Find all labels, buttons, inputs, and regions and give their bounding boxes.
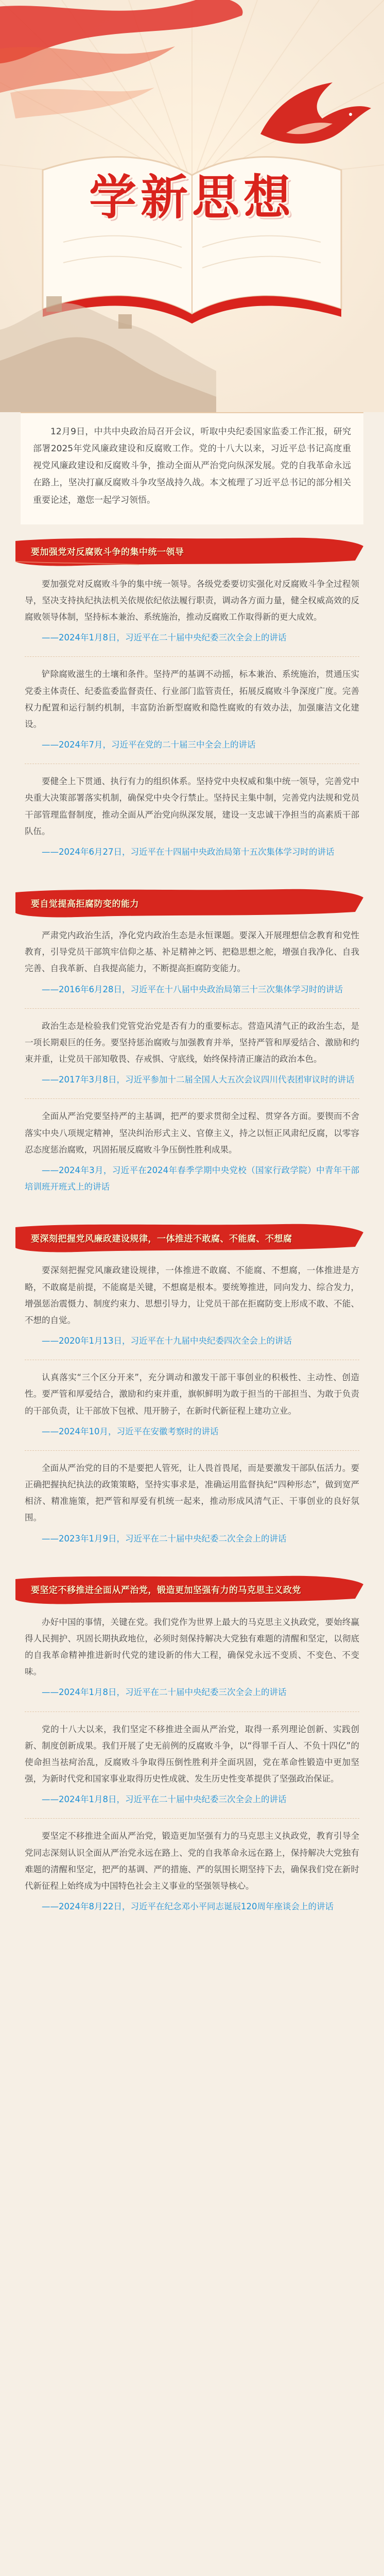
quote-source-link[interactable]: ——2024年10月，习近平在安徽考察时的讲话: [25, 1423, 359, 1451]
section-1: [0, 524, 384, 876]
section-banner: [15, 1574, 363, 1605]
quote-text: 铲除腐败滋生的土壤和条件。坚持严的基调不动摇，标本兼治、系统施治，贯通压实党委主体责任、纪委监委监督责任、行业部门监管责任，拓展反腐败斗争深度广度。完善权力配置和运行制约机制，丰富防治新型腐败和隐性腐败的有效办法，加强廉洁文化建设。: [25, 669, 359, 729]
quote-text: 全面从严治党的目的不是要把人管死，让人畏首畏尾，而是要激发干部队伍活力。要正确把握执纪执法的政策策略，坚持实事求是，准确运用监督执纪“四种形态”，做到宽严相济、精准施策，把严管和厚爱有机统一起来，推动形成风清气正、干事创业的良好氛围。: [25, 1463, 359, 1523]
quote-source-link[interactable]: ——2020年1月13日，习近平在十九届中央纪委四次全会上的讲话: [25, 1333, 359, 1360]
section-banner: [15, 536, 363, 567]
section-body: [0, 927, 384, 1206]
section-title: 要深刻把握党风廉政建设规律，一体推进不敢腐、不能腐、不想腐: [31, 1233, 292, 1244]
quote-text: 要坚定不移推进全面从严治党，锻造更加坚强有力的马克思主义执政党，教育引导全党同志深刻认识全面从严治党永远在路上、党的自我革命永远在路上，保持解决大党独有难题的清醒和坚定，把严的基调、严的措施、严的氛围长期坚持下去，确保我们党在新时代新征程上始终成为中国特色社会主义事业的坚强领导核心。: [25, 1831, 359, 1891]
quote-source-link[interactable]: ——2024年1月8日，习近平在二十届中央纪委三次全会上的讲话: [25, 1684, 359, 1711]
sections: [0, 524, 384, 1931]
section-body: [0, 576, 384, 871]
quote-text: 要健全上下贯通、执行有力的组织体系。坚持党中央权威和集中统一领导，完善党中央重大决策部署落实机制，确保党中央令行禁止。坚持民主集中制，完善党内法规和党员干部管理监督制度，推动全面从严治党向纵深发展，建设一支忠诚干净担当的高素质干部队伍。: [25, 776, 359, 836]
section-4: [0, 1563, 384, 1931]
quote-text: 要加强党对反腐败斗争的集中统一领导。各级党委要切实强化对反腐败斗争全过程领导，坚决支持执纪执法机关依规依纪依法履行职责，调动各方面力量，健全权威高效的反腐败领导体制，坚持标本兼治、系统施治，推动反腐败工作取得新的更大成效。: [25, 579, 359, 622]
hero-title-wrap: [0, 160, 384, 228]
quote-text: 要深刻把握党风廉政建设规律，一体推进不敢腐、不能腐、不想腐，一体推进是方略，不敢腐是前提，不能腐是关键，不想腐是根本。要统筹推进，同向发力、综合发力，增强惩治震慑力、制度约束力、思想引导力，让党员干部在拒腐防变上形成不敢、不能、不想的自觉。: [25, 1265, 359, 1325]
red-brush-stroke-icon: [0, 0, 247, 124]
section-body: [0, 1262, 384, 1557]
section-title: 要坚定不移推进全面从严治党，锻造更加坚强有力的马克思主义政党: [31, 1585, 301, 1596]
quote-text: 党的十八大以来，我们坚定不移推进全面从严治党，取得一系列理论创新、实践创新、制度创新成果。我们开展了史无前例的反腐败斗争，以“得罪千百人、不负十四亿”的使命担当祛疴治乱，反腐败斗争取得压倒性胜利并全面巩固，党在革命性锻造中更加坚强，为新时代党和国家事业取得历史性成就、发生历史性变革提供了坚强政治保证。: [25, 1724, 359, 1784]
quote-source-link[interactable]: ——2023年1月9日，习近平在二十届中央纪委二次全会上的讲话: [42, 1533, 287, 1544]
hero-title: 学新思想: [89, 170, 295, 225]
section-banner: [15, 1222, 363, 1253]
section-2: [0, 876, 384, 1211]
quote-text: 政治生态是检验我们党管党治党是否有力的重要标志。营造风清气正的政治生态，是一项长期艰巨的任务。要坚持惩治腐败与加强教育并举，坚持严管和厚爱结合、激励和约束并重，让党员干部知敬畏、存戒惧、守底线，始终保持清正廉洁的政治本色。: [25, 1021, 359, 1064]
hero-banner: [0, 0, 384, 412]
quote-source-link[interactable]: ——2024年8月22日，习近平在纪念邓小平同志诞辰120周年座谈会上的讲话: [42, 1902, 334, 1912]
section-title: 要加强党对反腐败斗争的集中统一领导: [31, 547, 184, 558]
great-wall-icon: [0, 247, 216, 412]
section-3: [0, 1211, 384, 1562]
footer-spacer: [0, 1930, 384, 1961]
quote-source-link[interactable]: ——2024年3月，习近平在2024年春季学期中央党校（国家行政学院）中青年干部培训班开班式上的讲话: [25, 1165, 359, 1192]
section-banner: [15, 887, 363, 918]
quote-source-link[interactable]: ——2024年1月8日，习近平在二十届中央纪委三次全会上的讲话: [25, 630, 359, 657]
quote-text: 认真落实“三个区分开来”，充分调动和激发干部干事创业的积极性、主动性、创造性。要严管和厚爱结合，激励和约束并重，旗帜鲜明为敢于担当的干部担当、为敢于负责的干部负责，让干部放下包袱、甩开膀子，在新时代新征程上建功立业。: [25, 1372, 359, 1416]
quote-source-link[interactable]: ——2016年6月28日，习近平在十八届中央政治局第三十三次集体学习时的讲话: [25, 981, 359, 1009]
quote-text: 全面从严治党要坚持严的主基调，把严的要求贯彻全过程、贯穿各方面。要锲而不舍落实中央八项规定精神，坚决纠治形式主义、官僚主义，持之以恒正风肃纪反腐，以零容忍态度惩治腐败，巩固拓展反腐败斗争压倒性胜利成果。: [25, 1111, 359, 1155]
quote-source-link[interactable]: ——2024年1月8日，习近平在二十届中央纪委三次全会上的讲话: [25, 1791, 359, 1819]
quote-text: 办好中国的事情，关键在党。我们党作为世界上最大的马克思主义执政党，要始终赢得人民拥护、巩固长期执政地位，必须时刻保持解决大党独有难题的清醒和坚定，以彻底的自我革命精神推进新时代党的建设新的伟大工程，确保党永远不变质、不变色、不变味。: [25, 1617, 359, 1677]
quote-source-link[interactable]: ——2024年7月，习近平在党的二十届三中全会上的讲话: [25, 737, 359, 764]
quote-source-link[interactable]: ——2024年6月27日，习近平在十四届中央政治局第十五次集体学习时的讲话: [42, 846, 335, 857]
intro-paragraph: 12月9日，中共中央政治局召开会议，听取中央纪委国家监委工作汇报，研究部署2025年党风廉政建设和反腐败工作。党的十八大以来，习近平总书记高度重视党风廉政建设和反腐败斗争，推动全面从严治党向纵深发展。党的自我革命永远在路上，坚决打赢反腐败斗争攻坚战持久战。本文梳理了习近平总书记的部分相关重要论述，邀您一起学习领悟。: [21, 412, 363, 524]
quote-source-link[interactable]: ——2017年3月8日，习近平参加十二届全国人大五次会议四川代表团审议时的讲话: [25, 1072, 359, 1099]
quote-text: 严肃党内政治生活，净化党内政治生态是永恒课题。要深入开展理想信念教育和党性教育，引导党员干部筑牢信仰之基、补足精神之钙、把稳思想之舵，增强自我净化、自我完善、自我革新、自我提高能力，不断提高拒腐防变能力。: [25, 930, 359, 974]
section-title: 要自觉提高拒腐防变的能力: [31, 899, 139, 909]
section-body: [0, 1614, 384, 1926]
